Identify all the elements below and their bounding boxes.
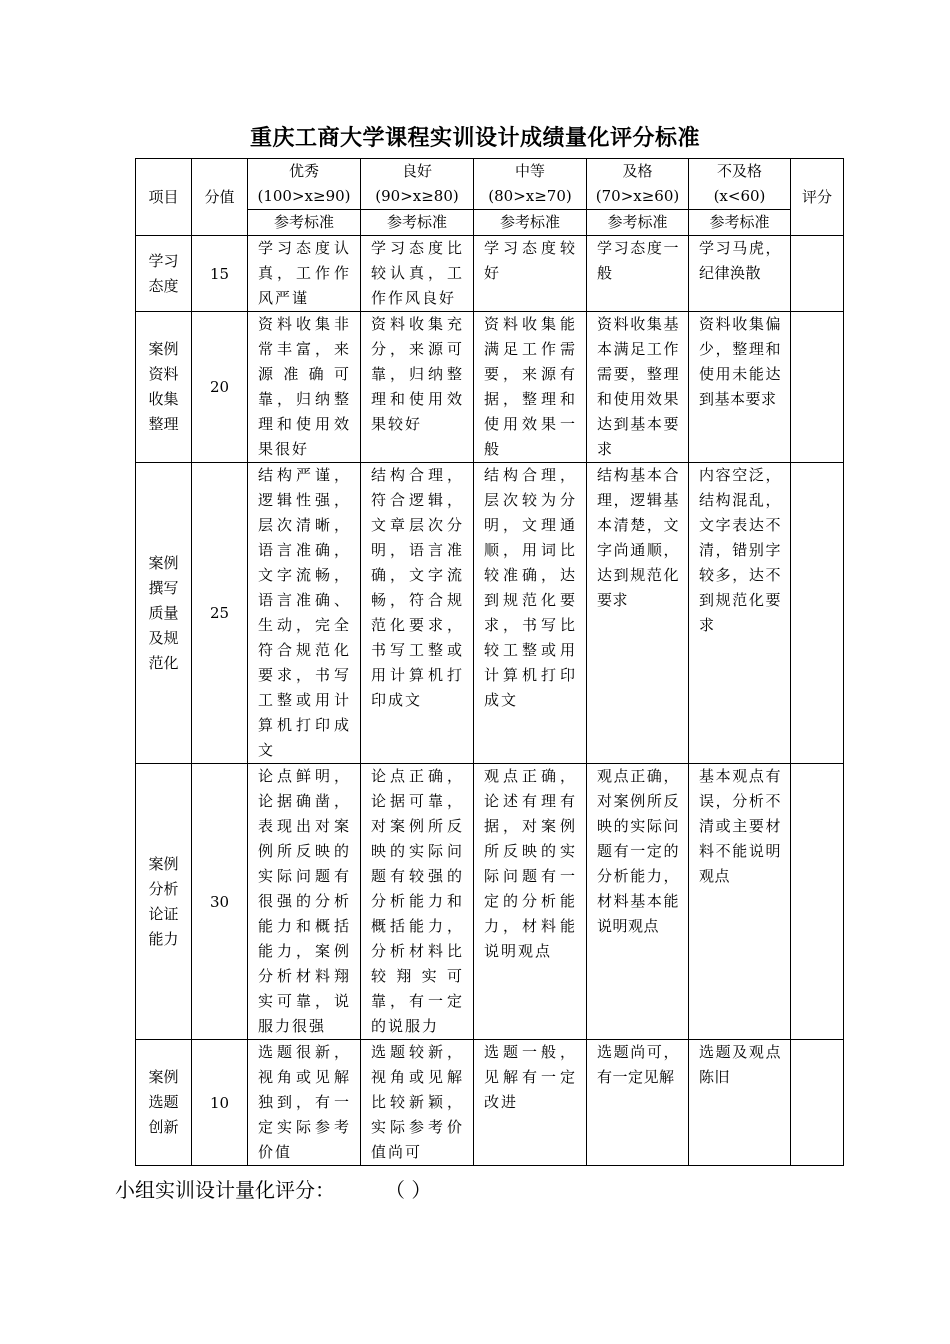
rating-cell <box>791 1040 844 1166</box>
rating-cell <box>791 312 844 463</box>
criteria-pass: 资料收集基本满足工作需要，整理和使用效果达到基本要求 <box>587 312 689 463</box>
row-item: 学习态度 <box>136 236 192 312</box>
criteria-excellent: 资料收集非常丰富，来源准确可靠，归纳整理和使用效果很好 <box>248 312 361 463</box>
criteria-fail: 选题及观点陈旧 <box>689 1040 791 1166</box>
criteria-good: 选题较新，视角或见解比较新颖，实际参考价值尚可 <box>361 1040 474 1166</box>
criteria-pass: 学习态度一般 <box>587 236 689 312</box>
table-row <box>136 764 844 1040</box>
grade-name: 及格 <box>622 162 653 180</box>
row-score: 25 <box>192 463 248 764</box>
criteria-good: 资料收集充分，来源可靠，归纳整理和使用效果较好 <box>361 312 474 463</box>
header-score: 分值 <box>192 159 248 236</box>
criteria-medium: 观点正确，论述有理有据，对案例所反映的实际问题有一定的分析能力，材料能说明观点 <box>474 764 587 1040</box>
rating-cell <box>791 236 844 312</box>
grade-name: 不及格 <box>716 162 762 180</box>
criteria-fail: 内容空泛，结构混乱，文字表达不清，错别字较多，达不到规范化要求 <box>689 463 791 764</box>
row-item: 案例分析论证能力 <box>136 764 192 1040</box>
header-item: 项目 <box>136 159 192 236</box>
header-reference: 参考标准 <box>248 210 361 236</box>
grade-range: (90>x≥80) <box>375 187 459 205</box>
header-grade-excellent <box>248 159 361 210</box>
grade-name: 优秀 <box>288 162 319 180</box>
group-score-blank: （ ） <box>395 1178 432 1202</box>
criteria-good: 学习态度比较认真，工作作风良好 <box>361 236 474 312</box>
header-grade-fail <box>689 159 791 210</box>
page-title: 重庆工商大学课程实训设计成绩量化评分标准 <box>249 126 700 151</box>
row-score: 15 <box>192 236 248 312</box>
row-item: 案例撰写质量及规范化 <box>136 463 192 764</box>
criteria-good: 论点正确，论据可靠，对案例所反映的实际问题有较强的分析能力和概括能力，分析材料比较翔实可靠，有一定的说服力 <box>361 764 474 1040</box>
header-grade-medium <box>474 159 587 210</box>
grade-name: 良好 <box>401 162 432 180</box>
header-reference: 参考标准 <box>587 210 689 236</box>
criteria-fail: 基本观点有误，分析不清或主要材料不能说明观点 <box>689 764 791 1040</box>
scoring-table <box>135 158 844 1166</box>
criteria-excellent: 结构严谨，逻辑性强，层次清晰，语言准确，文字流畅，语言准确、生动，完全符合规范化要求，书写工整或用计算机打印成文 <box>248 463 361 764</box>
criteria-pass: 选题尚可，有一定见解 <box>587 1040 689 1166</box>
criteria-medium: 选题一般，见解有一定改进 <box>474 1040 587 1166</box>
group-score-line <box>115 1174 431 1203</box>
header-reference: 参考标准 <box>474 210 587 236</box>
header-grade-pass <box>587 159 689 210</box>
grade-name: 中等 <box>514 162 545 180</box>
table-row <box>136 236 844 312</box>
row-item: 案例资料收集整理 <box>136 312 192 463</box>
table-row <box>136 312 844 463</box>
grade-range: (100>x≥90) <box>257 187 351 205</box>
criteria-excellent: 论点鲜明，论据确凿，表现出对案例所反映的实际问题有很强的分析能力和概括能力，案例分析材料翔实可靠，说服力很强 <box>248 764 361 1040</box>
criteria-excellent: 学习态度认真，工作作风严谨 <box>248 236 361 312</box>
rating-cell <box>791 463 844 764</box>
criteria-medium: 结构合理，层次较为分明，文理通顺，用词比较准确，达到规范化要求，书写比较工整或用计算机打印成文 <box>474 463 587 764</box>
criteria-medium: 学习态度较好 <box>474 236 587 312</box>
grade-range: (x<60) <box>713 187 766 205</box>
criteria-good: 结构合理，符合逻辑，文章层次分明，语言准确，文字流畅，符合规范化要求，书写工整或用计算机打印成文 <box>361 463 474 764</box>
criteria-excellent: 选题很新，视角或见解独到，有一定实际参考价值 <box>248 1040 361 1166</box>
header-reference: 参考标准 <box>689 210 791 236</box>
table-row <box>136 463 844 764</box>
criteria-fail: 学习马虎，纪律涣散 <box>689 236 791 312</box>
row-score: 10 <box>192 1040 248 1166</box>
criteria-fail: 资料收集偏少，整理和使用未能达到基本要求 <box>689 312 791 463</box>
grade-range: (80>x≥70) <box>488 187 572 205</box>
grade-range: (70>x≥60) <box>595 187 680 205</box>
rating-cell <box>791 764 844 1040</box>
criteria-pass: 观点正确，对案例所反映的实际问题有一定的分析能力，材料基本能说明观点 <box>587 764 689 1040</box>
table-row <box>136 1040 844 1166</box>
header-grade-good <box>361 159 474 210</box>
row-score: 30 <box>192 764 248 1040</box>
criteria-pass: 结构基本合理，逻辑基本清楚，文字尚通顺，达到规范化要求 <box>587 463 689 764</box>
group-score-label: 小组实训设计量化评分： <box>115 1178 335 1202</box>
header-rating: 评分 <box>791 159 844 236</box>
row-score: 20 <box>192 312 248 463</box>
criteria-medium: 资料收集能满足工作需要，来源有据，整理和使用效果一般 <box>474 312 587 463</box>
row-item: 案例选题创新 <box>136 1040 192 1166</box>
header-reference: 参考标准 <box>361 210 474 236</box>
